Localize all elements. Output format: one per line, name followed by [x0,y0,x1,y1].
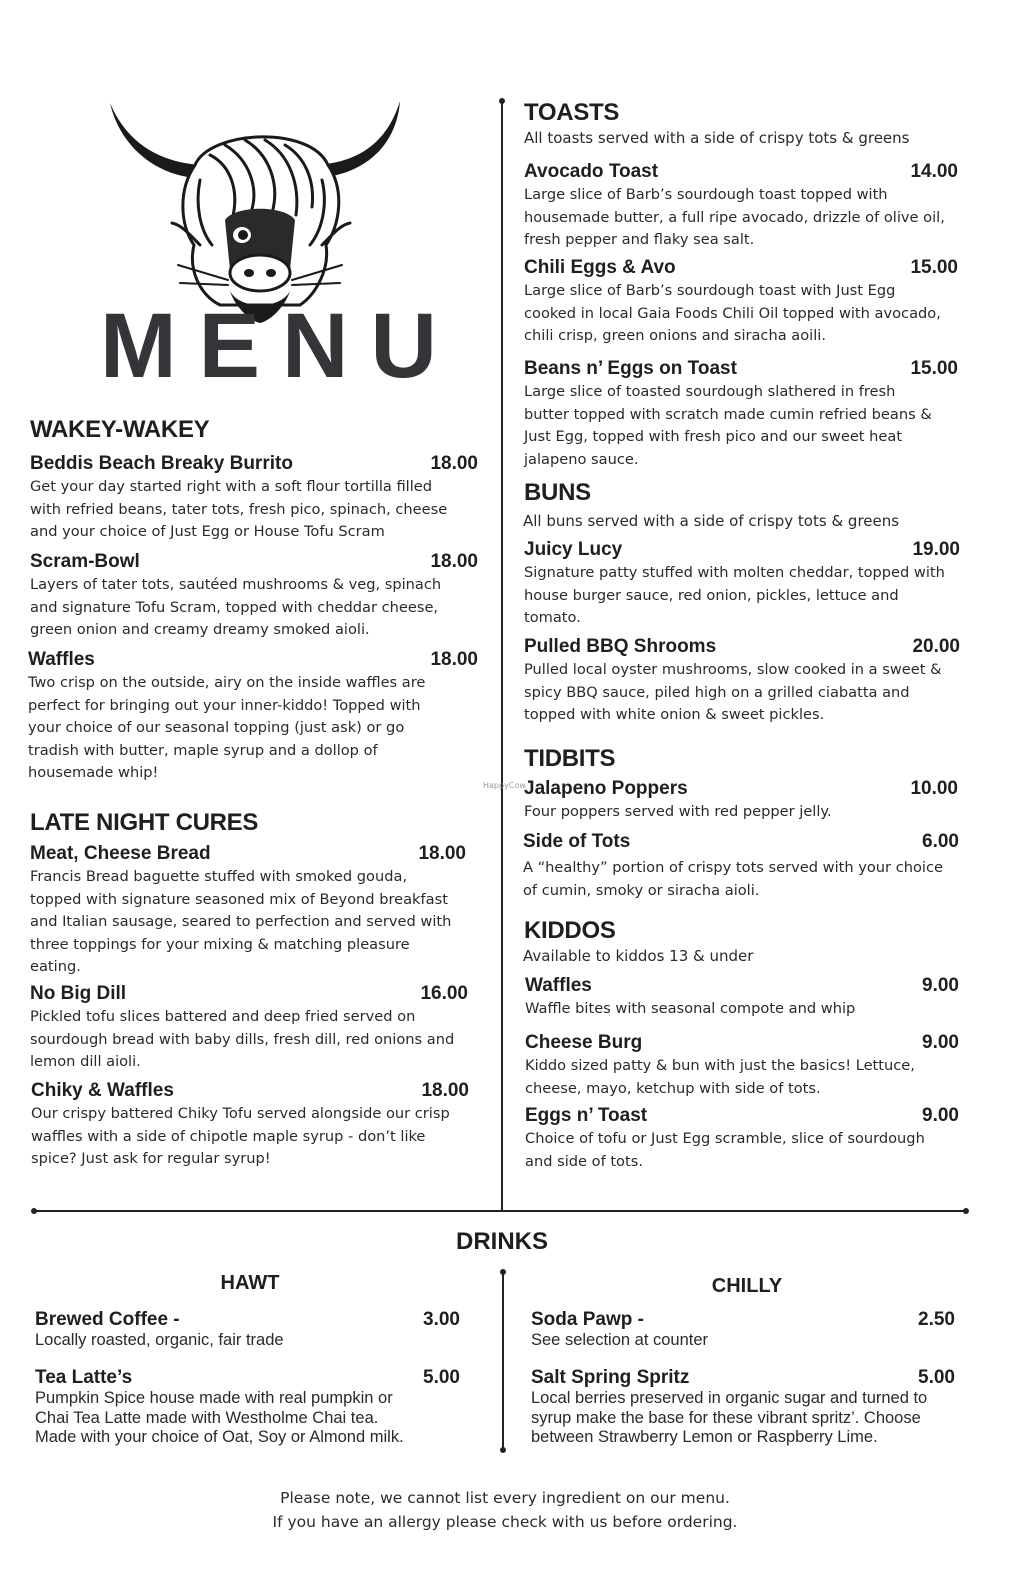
item-name: Waffles [28,649,95,670]
drinks-rule [34,1210,966,1212]
item-description: Two crisp on the outside, airy on the inside waffles are perfect for bringing out your inner-kiddo! Topped with your choice of our seasonal topping (just ask) or go tradish with butter, maple syrup and a dollop of housemade whip! [28,674,426,781]
drink-item [35,1367,460,1448]
menu-item [524,358,958,471]
item-price: 18.00 [430,649,478,670]
section-title-kiddos: KIDDOS [524,917,616,944]
item-price: 14.00 [910,161,958,182]
item-description: Large slice of toasted sourdough slathered in fresh butter topped with scratch made cumin refried beans & Just Egg, topped with fresh pico and our sweet heat jalapeno sauce. [524,383,932,468]
item-description: Get your day started right with a soft flour tortilla filled with refried beans, tater tots, fresh pico, spinach, cheese and your choice of Just Egg or House Tofu Scram [30,478,448,540]
item-name: Beddis Beach Breaky Burrito [30,453,293,474]
menu-item [525,1032,959,1100]
menu-item [30,843,466,979]
item-description: Pumpkin Spice house made with real pumpkin or Chai Tea Latte made with Westholme Chai tea. Made with your choice of Oat, Soy or Almond milk. [35,1389,404,1446]
item-price: 19.00 [912,539,960,560]
item-price: 5.00 [423,1367,460,1388]
item-price: 5.00 [918,1367,955,1388]
item-name: Tea Latte’s [35,1367,133,1388]
item-name: No Big Dill [30,983,127,1004]
menu-item [31,1080,469,1171]
column-divider [501,102,503,1210]
item-name: Beans n’ Eggs on Toast [524,358,737,379]
item-description: Four poppers served with red pepper jelly. [524,803,832,820]
item-price: 9.00 [922,1032,959,1053]
item-description: Waffle bites with seasonal compote and whip [525,1000,856,1017]
item-description: Kiddo sized patty & bun with just the basics! Lettuce, cheese, mayo, ketchup with side of tots. [525,1057,915,1097]
item-description: Our crispy battered Chiky Tofu served alongside our crisp waffles with a side of chipotle maple syrup - don’t like spice? Just ask for regular syrup! [31,1105,450,1167]
item-price: 20.00 [912,636,960,657]
item-name: Brewed Coffee - [35,1309,180,1330]
item-description: Local berries preserved in organic sugar and turned to syrup make the base for these vibrant spritz’. Choose between Strawberry Lemon or Raspberry Lime. [531,1389,928,1446]
section-subtitle-kiddos: Available to kiddos 13 & under [523,947,754,965]
menu-item [525,1105,959,1173]
item-price: 16.00 [420,983,468,1004]
menu-item [525,975,959,1021]
rule-dot-left [31,1208,37,1214]
allergy-note [0,1486,1010,1534]
item-name: Meat, Cheese Bread [30,843,211,864]
menu-item [524,257,958,348]
menu-item [30,983,468,1074]
item-price: 6.00 [922,831,959,852]
item-name: Side of Tots [523,831,631,852]
item-description: Layers of tater tots, sautéed mushrooms & veg, spinach and signature Tofu Scram, topped with cheddar cheese, green onion and creamy dreamy smoked aioli. [30,576,442,638]
item-description: Pickled tofu slices battered and deep fried served on sourdough bread with baby dills, fresh dill, red onions and lemon dill aioli. [30,1008,455,1070]
item-description: Large slice of Barb’s sourdough toast with Just Egg cooked in local Gaia Foods Chili Oil topped with avocado, chili crisp, green onions and siracha aoili. [524,282,941,344]
item-price: 2.50 [918,1309,955,1330]
item-description: Large slice of Barb’s sourdough toast topped with housemade butter, a full ripe avocado, drizzle of olive oil, fresh pepper and flaky sea salt. [524,186,945,248]
item-description: Signature patty stuffed with molten cheddar, topped with house burger sauce, red onion, pickles, lettuce and tomato. [524,564,945,626]
menu-item [524,161,958,252]
item-description: Francis Bread baguette stuffed with smoked gouda, topped with signature seasoned mix of Beyond breakfast and Italian sausage, seared to perfection and served with three toppings for your mixing & matching pleasure eating. [30,868,452,975]
item-description: Choice of tofu or Just Egg scramble, slice of sourdough and side of tots. [525,1130,925,1170]
item-name: Jalapeno Poppers [524,778,688,799]
hawt-title: HAWT [220,1272,280,1294]
menu-item [30,551,478,642]
section-title-toasts: TOASTS [524,99,620,126]
item-price: 10.00 [910,778,958,799]
section-title-tidbits: TIDBITS [524,745,616,772]
section-title-buns: BUNS [524,479,591,506]
drinks-title: DRINKS [455,1228,548,1255]
item-price: 9.00 [922,975,959,996]
item-price: 18.00 [418,843,466,864]
drink-item [531,1309,955,1351]
item-name: Eggs n’ Toast [525,1105,648,1126]
item-name: Salt Spring Spritz [531,1367,690,1388]
section-title-wakey: WAKEY-WAKEY [30,416,210,443]
menu-heading: MENU [100,295,459,397]
chilly-title: CHILLY [711,1275,783,1297]
item-price: 15.00 [910,257,958,278]
item-price: 9.00 [922,1105,959,1126]
item-price: 18.00 [430,551,478,572]
menu-item [524,539,960,630]
item-name: Scram-Bowl [30,551,140,572]
section-title-late-night: LATE NIGHT CURES [30,809,259,836]
item-name: Cheese Burg [525,1032,643,1053]
section-subtitle-buns: All buns served with a side of crispy tots & greens [523,512,900,530]
drinks-divider [502,1272,504,1450]
menu-item [30,453,478,544]
divider-dot [499,98,505,104]
menu-item [28,649,478,785]
drinks-divider-dot-bottom [500,1447,506,1453]
drink-item [35,1309,460,1351]
item-name: Chiky & Waffles [31,1080,174,1101]
item-price: 15.00 [910,358,958,379]
item-name: Chili Eggs & Avo [524,257,676,278]
item-name: Avocado Toast [524,161,659,182]
item-description: Pulled local oyster mushrooms, slow cooked in a sweet & spicy BBQ sauce, piled high on a grilled ciabatta and topped with white onion & sweet pickles. [524,661,942,723]
item-price: 3.00 [423,1309,460,1330]
menu-item [523,831,959,902]
item-description: See selection at counter [531,1331,709,1349]
rule-dot-right [963,1208,969,1214]
watermark: HappyCow [483,781,526,790]
allergy-note-line: If you have an allergy please check with us before ordering. [272,1513,738,1531]
allergy-note-line: Please note, we cannot list every ingredient on our menu. [280,1489,730,1507]
item-price: 18.00 [421,1080,469,1101]
item-description: A “healthy” portion of crispy tots served with your choice of cumin, smoky or siracha aioli. [523,859,943,899]
item-name: Soda Pawp - [531,1309,644,1330]
item-name: Juicy Lucy [524,539,623,560]
menu-item [524,778,958,824]
item-name: Waffles [525,975,592,996]
item-price: 18.00 [430,453,478,474]
item-description: Locally roasted, organic, fair trade [35,1331,284,1349]
menu-item [524,636,960,727]
item-name: Pulled BBQ Shrooms [524,636,717,657]
drinks-divider-dot-top [500,1269,506,1275]
section-subtitle-toasts: All toasts served with a side of crispy tots & greens [524,129,910,147]
drink-item [531,1367,955,1448]
